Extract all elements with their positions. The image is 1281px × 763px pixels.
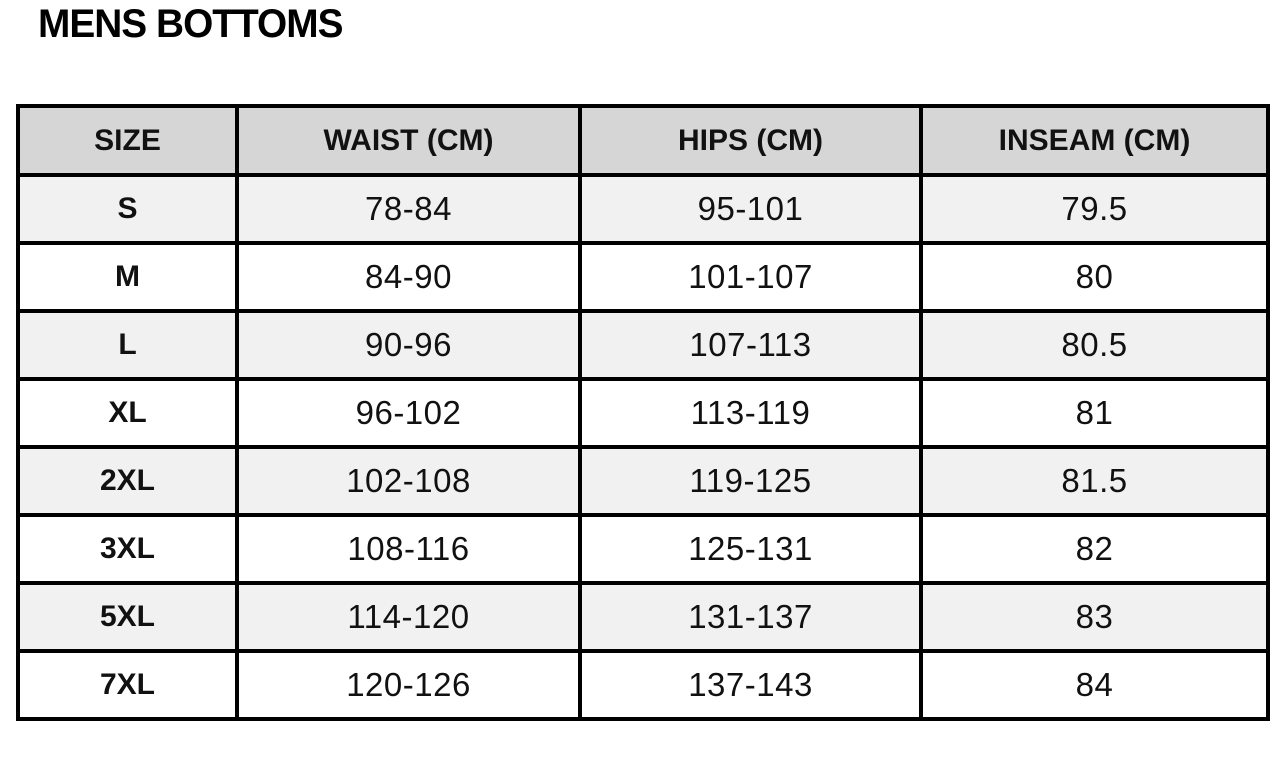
table-row-5xl: [18, 583, 1268, 651]
size-cell: 5XL: [18, 583, 237, 651]
column-header-hips: HIPS (CM): [580, 106, 921, 175]
hips-cell: 119-125: [580, 447, 921, 515]
waist-cell: 108-116: [237, 515, 580, 583]
table-body: [18, 175, 1268, 719]
page-title: MENS BOTTOMS: [38, 2, 343, 46]
inseam-cell: 80.5: [921, 311, 1268, 379]
header-row: [18, 106, 1268, 175]
size-cell: 3XL: [18, 515, 237, 583]
size-chart-table: [16, 104, 1270, 721]
hips-cell: 131-137: [580, 583, 921, 651]
table-row-2xl: [18, 447, 1268, 515]
table-row-7xl: [18, 651, 1268, 719]
table-row-3xl: [18, 515, 1268, 583]
hips-cell: 95-101: [580, 175, 921, 243]
hips-cell: 137-143: [580, 651, 921, 719]
waist-cell: 102-108: [237, 447, 580, 515]
table-header: [18, 106, 1268, 175]
hips-cell: 107-113: [580, 311, 921, 379]
column-header-size: SIZE: [18, 106, 237, 175]
inseam-cell: 80: [921, 243, 1268, 311]
waist-cell: 90-96: [237, 311, 580, 379]
inseam-cell: 81: [921, 379, 1268, 447]
inseam-cell: 82: [921, 515, 1268, 583]
waist-cell: 84-90: [237, 243, 580, 311]
inseam-cell: 84: [921, 651, 1268, 719]
size-cell: M: [18, 243, 237, 311]
hips-cell: 113-119: [580, 379, 921, 447]
size-cell: 2XL: [18, 447, 237, 515]
waist-cell: 96-102: [237, 379, 580, 447]
waist-cell: 78-84: [237, 175, 580, 243]
size-cell: S: [18, 175, 237, 243]
table-row-l: [18, 311, 1268, 379]
column-header-waist: WAIST (CM): [237, 106, 580, 175]
table-row-xl: [18, 379, 1268, 447]
hips-cell: 101-107: [580, 243, 921, 311]
column-header-inseam: INSEAM (CM): [921, 106, 1268, 175]
size-cell: XL: [18, 379, 237, 447]
waist-cell: 120-126: [237, 651, 580, 719]
table-row-s: [18, 175, 1268, 243]
inseam-cell: 83: [921, 583, 1268, 651]
inseam-cell: 81.5: [921, 447, 1268, 515]
size-cell: L: [18, 311, 237, 379]
inseam-cell: 79.5: [921, 175, 1268, 243]
waist-cell: 114-120: [237, 583, 580, 651]
size-cell: 7XL: [18, 651, 237, 719]
hips-cell: 125-131: [580, 515, 921, 583]
table-row-m: [18, 243, 1268, 311]
